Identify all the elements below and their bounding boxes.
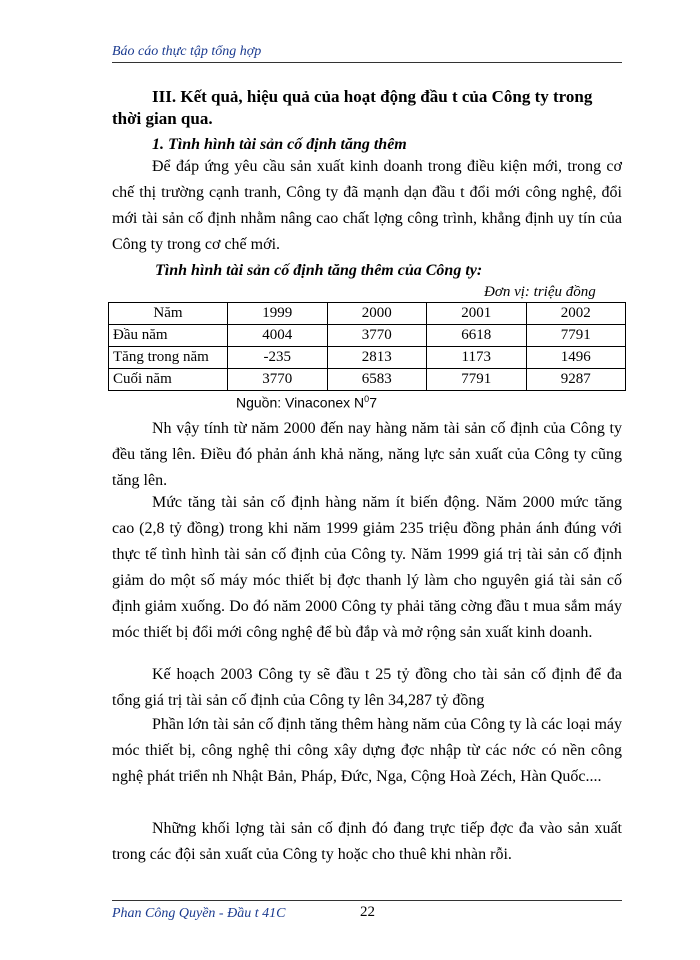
paragraph-4 (112, 662, 622, 714)
paragraph-5 (112, 712, 622, 790)
table-cell: Tăng trong năm (109, 347, 228, 369)
paragraph-1-text: Để đáp ứng yêu cầu sản xuất kinh doanh trong điều kiện mới, trong cơ chế thị trường cạnh tranh, Công ty đã mạnh dạn đầu t đổi mới công nghệ, đổi mới tài sản cố định nhằm nâng cao chất lợng công trình, khẳng định uy tín của Công ty trong cơ chế mới. (112, 158, 622, 253)
table-source (236, 394, 377, 411)
running-header: Báo cáo thực tập tổng hợp (112, 44, 262, 59)
table-cell: 6618 (427, 325, 527, 347)
paragraph-1 (112, 154, 622, 258)
table-cell: Đầu năm (109, 325, 228, 347)
table-cell: 3770 (327, 325, 427, 347)
table-cell: 9287 (526, 369, 626, 391)
table-cell: 3770 (228, 369, 328, 391)
header-divider (112, 62, 622, 63)
footer-author: Phan Công Quyền - Đầu t 41C (112, 906, 286, 921)
table-cell: 7791 (427, 369, 527, 391)
table-header-cell: 2002 (526, 303, 626, 325)
table-unit: Đơn vị: triệu đồng (484, 284, 596, 300)
table-cell: Cuối năm (109, 369, 228, 391)
source-superscript: 0 (364, 394, 370, 404)
paragraph-3 (112, 490, 622, 646)
paragraph-6-text: Những khối lợng tài sản cố định đó đang trực tiếp đợc đa vào sản xuất trong các đội sản xuất của Công ty hoặc cho thuê khi nhàn rỗi. (112, 820, 622, 863)
table-header-cell: 2000 (327, 303, 427, 325)
table-caption: Tình hình tài sản cố định tăng thêm của Công ty: (155, 262, 483, 279)
table-row (109, 325, 626, 347)
chapter-heading-text: III. Kết quả, hiệu quả của hoạt động đầu t của Công ty trong thời gian qua. (112, 87, 593, 128)
source-suffix: 7 (369, 394, 377, 411)
table-cell: -235 (228, 347, 328, 369)
table-header-cell: 2001 (427, 303, 527, 325)
page-number: 22 (360, 904, 375, 920)
table-cell: 4004 (228, 325, 328, 347)
fixed-assets-table (108, 302, 626, 391)
table-header-row (109, 303, 626, 325)
table-row (109, 347, 626, 369)
table-cell: 2813 (327, 347, 427, 369)
table-cell: 1173 (427, 347, 527, 369)
table-cell: 6583 (327, 369, 427, 391)
table-header-cell: Năm (109, 303, 228, 325)
paragraph-5-text: Phần lớn tài sản cố định tăng thêm hàng năm của Công ty là các loại máy móc thiết bị, công nghệ thi công xây dựng đợc nhập từ các nớc có nền công nghệ phát triển nh Nhật Bản, Pháp, Đức, Nga, Cộng Hoà Zéch, Hàn Quốc.... (112, 716, 622, 785)
footer-divider (112, 900, 622, 901)
paragraph-4-text: Kế hoạch 2003 Công ty sẽ đầu t 25 tỷ đồng cho tài sản cố định để đa tổng giá trị tài sản cố định của Công ty lên 34,287 tỷ đồng (112, 666, 622, 709)
table-cell: 7791 (526, 325, 626, 347)
paragraph-2-text: Nh vậy tính từ năm 2000 đến nay hàng năm tài sản cố định của Công ty đều tăng lên. Điều đó phản ánh khả năng, năng lực sản xuất của Công ty cũng tăng lên. (112, 420, 622, 489)
section-heading: 1. Tình hình tài sản cố định tăng thêm (152, 136, 407, 153)
table-row (109, 369, 626, 391)
paragraph-2 (112, 416, 622, 494)
table-cell: 1496 (526, 347, 626, 369)
paragraph-6 (112, 816, 622, 868)
chapter-heading (112, 86, 622, 130)
table-header-cell: 1999 (228, 303, 328, 325)
source-text: Nguồn: Vinaconex N (236, 394, 365, 411)
paragraph-3-text: Mức tăng tài sản cố định hàng năm ít biến động. Năm 2000 mức tăng cao (2,8 tỷ đồng) trong khi năm 1999 giảm 235 triệu đồng phản ánh đúng với thực tế tình hình tài sản cố định của Công ty. Năm 1999 giá trị tài sản cố định giảm do một số máy móc thiết bị đợc thanh lý làm cho nguyên giá tài sản cố định giảm xuống. Do đó năm 2000 Công ty phải tăng cờng đầu t mua sắm máy móc thiết bị đổi mới công nghệ để bù đắp và mở rộng sản xuất kinh doanh. (112, 494, 622, 641)
